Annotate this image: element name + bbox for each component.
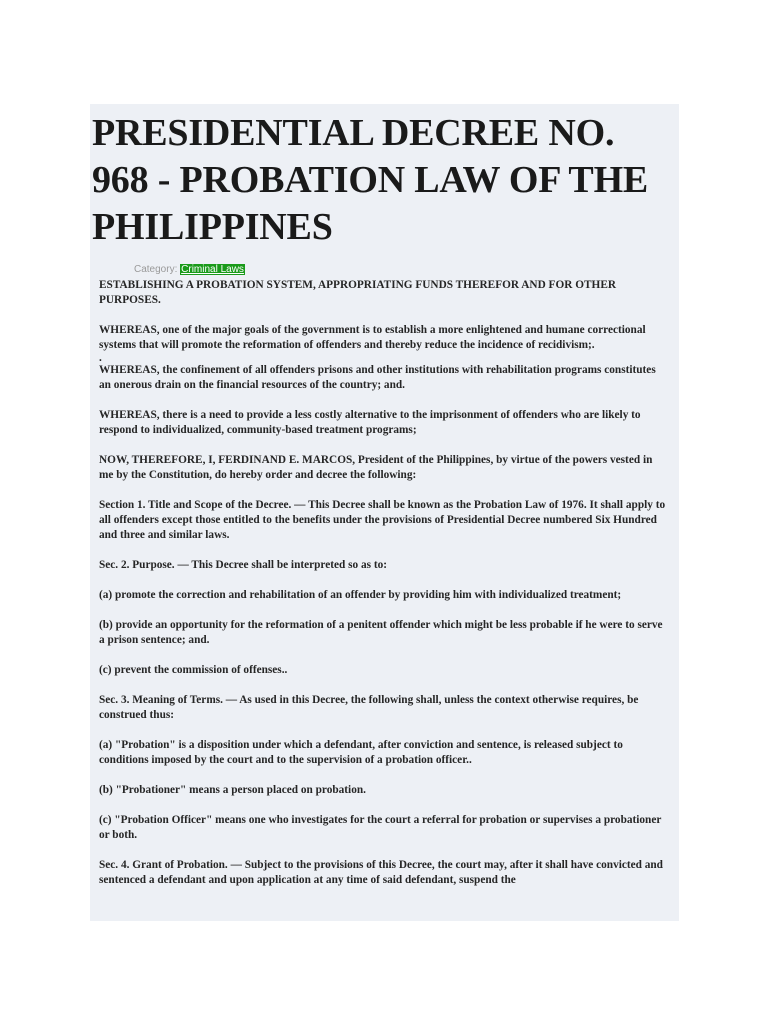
category-label: Category: xyxy=(134,264,178,275)
paragraph-separator: . xyxy=(99,352,102,364)
document-body xyxy=(99,278,669,888)
paragraph-section-3c: (c) "Probation Officer" means one who investigates for the court a referral for probation or supervises a probationer or both. xyxy=(99,814,662,841)
paragraph-section-1: Section 1. Title and Scope of the Decree. — This Decree shall be known as the Probation Law of 1976. It shall apply to all offenders except those entitled to the benefits under the provisions of Presidential Decree numbered Six Hundred and three and similar laws. xyxy=(99,499,666,541)
paragraph-section-4: Sec. 4. Grant of Probation. — Subject to the provisions of this Decree, the court may, after it shall have convicted and sentenced a defendant and upon application at any time of said defendant, suspend the xyxy=(99,859,663,886)
paragraph-section-3b: (b) "Probationer" means a person placed on probation. xyxy=(99,784,366,796)
paragraph-whereas-2: WHEREAS, the confinement of all offenders prisons and other institutions with rehabilitation programs constitutes an onerous drain on the financial resources of the country; and. xyxy=(99,364,656,391)
paragraph-section-2: Sec. 2. Purpose. — This Decree shall be interpreted so as to: xyxy=(99,559,388,571)
paragraph-section-3a: (a) "Probation" is a disposition under which a defendant, after conviction and sentence, is released subject to conditions imposed by the court and to the supervision of a probation officer.. xyxy=(99,739,623,766)
paragraph-whereas-1: WHEREAS, one of the major goals of the government is to establish a more enlightened and humane correctional systems that will promote the reformation of offenders and thereby reduce the incidence of recidivism;. xyxy=(99,324,646,351)
paragraph-section-3: Sec. 3. Meaning of Terms. — As used in this Decree, the following shall, unless the context otherwise requires, be construed thus: xyxy=(99,694,639,721)
paragraph-now-therefore: NOW, THEREFORE, I, FERDINAND E. MARCOS, President of the Philippines, by virtue of the powers vested in me by the Constitution, do hereby order and decree the following: xyxy=(99,454,653,481)
category-link[interactable]: Criminal Laws xyxy=(181,264,244,275)
paragraph-section-2b: (b) provide an opportunity for the reformation of a penitent offender which might be less probable if he were to serve a prison sentence; and. xyxy=(99,619,663,646)
paragraph-section-2c: (c) prevent the commission of offenses.. xyxy=(99,664,288,676)
paragraph-subtitle: ESTABLISHING A PROBATION SYSTEM, APPROPRIATING FUNDS THEREFOR AND FOR OTHER PURPOSES. xyxy=(99,279,617,306)
paragraph-section-2a: (a) promote the correction and rehabilitation of an offender by providing him with individualized treatment; xyxy=(99,589,622,601)
paragraph-whereas-3: WHEREAS, there is a need to provide a less costly alternative to the imprisonment of offenders who are likely to respond to individualized, community-based treatment programs; xyxy=(99,409,641,436)
category-line xyxy=(134,264,679,276)
document-panel xyxy=(90,104,679,921)
page-title: PRESIDENTIAL DECREE NO. 968 - PROBATION LAW OF THE PHILIPPINES xyxy=(92,112,649,248)
